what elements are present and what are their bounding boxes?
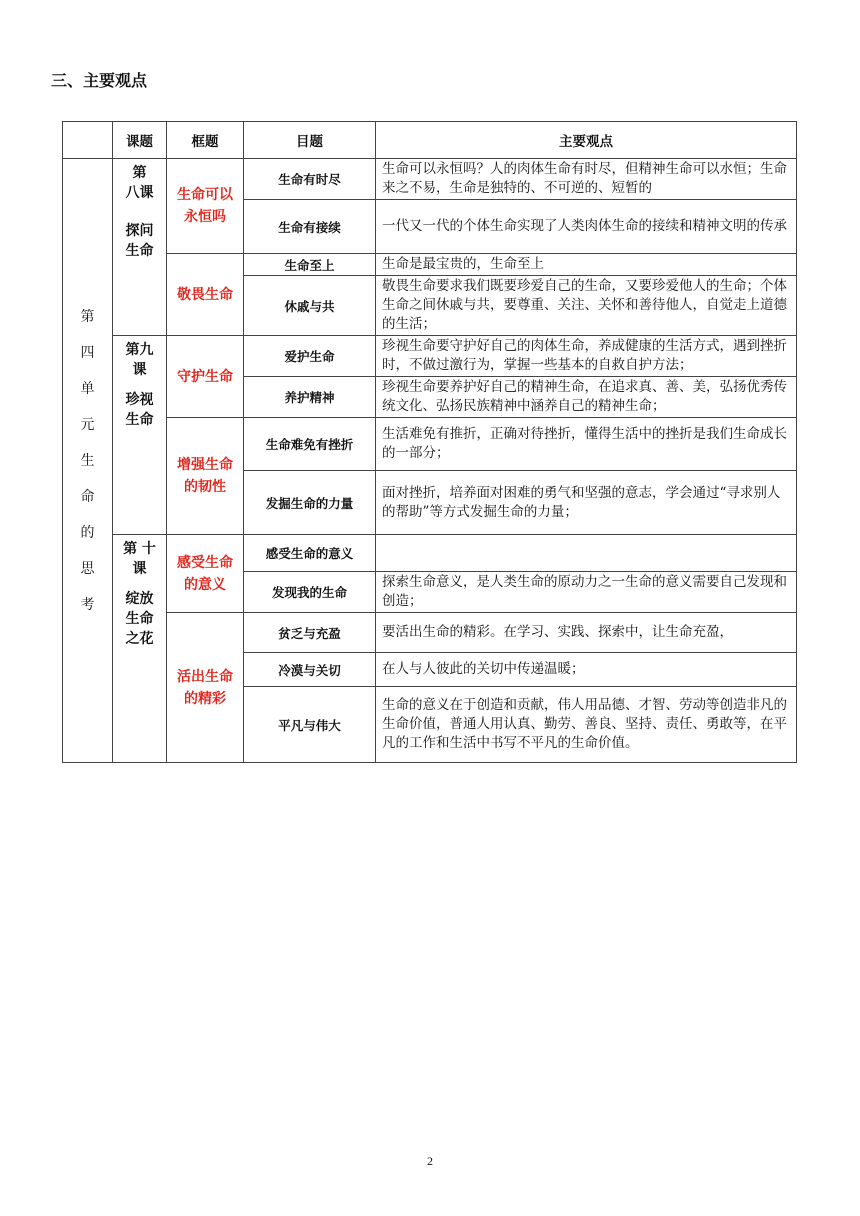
topic-cell: 发掘生命的力量 <box>244 471 376 535</box>
lesson-number: 课 <box>132 561 147 577</box>
frame-cell <box>167 613 244 763</box>
unit-cell <box>63 159 113 763</box>
unit-char: 的 <box>80 524 95 541</box>
views-table <box>62 121 797 763</box>
topic-cell: 养护精神 <box>244 377 376 418</box>
topic-cell: 平凡与伟大 <box>244 687 376 763</box>
view-cell: 生命是最宝贵的，生命至上 <box>376 254 797 276</box>
lesson-number: 第九 <box>125 342 154 358</box>
view-cell <box>376 535 797 572</box>
table-row <box>63 418 797 471</box>
topic-cell: 贫乏与充盈 <box>244 613 376 653</box>
lesson-title: 之花 <box>125 631 154 647</box>
lesson-title: 探问 <box>125 223 154 239</box>
header-cell: 课题 <box>113 122 167 159</box>
view-cell: 要活出生命的精彩。在学习、实践、探索中，让生命充盈， <box>376 613 797 653</box>
frame-label: 守护生命 <box>177 368 233 385</box>
topic-cell: 生命至上 <box>244 254 376 276</box>
frame-label: 活出生命 <box>177 668 233 685</box>
frame-label: 增强生命 <box>177 457 233 473</box>
table-row <box>63 336 797 377</box>
topic-cell: 发现我的生命 <box>244 572 376 613</box>
lesson-number: 八课 <box>125 185 154 201</box>
topic-cell: 爱护生命 <box>244 336 376 377</box>
header-cell: 框题 <box>167 122 244 159</box>
unit-char: 元 <box>80 416 95 433</box>
section-title: 三、主要观点 <box>51 71 148 90</box>
frame-label: 的韧性 <box>184 479 226 495</box>
lesson-title: 珍视 <box>125 392 154 408</box>
frame-label: 的精彩 <box>184 690 226 707</box>
view-cell: 面对挫折，培养面对困难的勇气和坚强的意志，学会通过“寻求别人的帮助”等方式发掘生命的力量； <box>376 471 797 535</box>
topic-cell: 休戚与共 <box>244 276 376 336</box>
header-cell: 主要观点 <box>376 122 797 159</box>
view-cell: 珍视生命要养护好自己的精神生命，在追求真、善、美，弘扬优秀传统文化、弘扬民族精神中涵养自己的精神生命； <box>376 377 797 418</box>
unit-char: 生 <box>80 452 95 469</box>
view-cell: 生命可以永恒吗？人的肉体生命有时尽，但精神生命可以水恒；生命来之不易，生命是独特的、不可逆的、短暂的 <box>376 159 797 200</box>
topic-cell: 生命难免有挫折 <box>244 418 376 471</box>
frame-label: 敬畏生命 <box>177 286 233 303</box>
unit-char: 四 <box>80 344 95 361</box>
view-cell: 探索生命意义，是人类生命的原动力之一生命的意义需要自己发现和创造； <box>376 572 797 613</box>
view-cell: 在人与人彼此的关切中传递温暖； <box>376 653 797 687</box>
table-row <box>63 535 797 572</box>
table-row <box>63 159 797 200</box>
view-cell: 敬畏生命要求我们既要珍爱自己的生命，又要珍爱他人的生命；个体生命之间休戚与共，要尊重、关注、关怀和善待他人，自觉走上道德的生活； <box>376 276 797 336</box>
frame-cell <box>167 418 244 535</box>
view-cell: 生活难免有推折，正确对待挫折，懂得生活中的挫折是我们生命成长的一部分； <box>376 418 797 471</box>
lesson-number: 课 <box>132 362 147 378</box>
frame-cell <box>167 159 244 254</box>
topic-cell: 生命有接续 <box>244 200 376 254</box>
table-row <box>63 254 797 276</box>
view-cell: 一代又一代的个体生命实现了人类肉体生命的接续和精神文明的传承 <box>376 200 797 254</box>
frame-label: 感受生命 <box>177 554 233 571</box>
frame-cell <box>167 254 244 336</box>
unit-char: 思 <box>80 560 95 577</box>
table-row <box>63 613 797 653</box>
unit-char: 第 <box>80 308 95 325</box>
topic-cell: 感受生命的意义 <box>244 535 376 572</box>
frame-cell <box>167 336 244 418</box>
frame-label: 永恒吗 <box>184 209 226 225</box>
lesson-number: 第 十 <box>123 541 156 557</box>
lesson-title: 生命 <box>125 412 154 428</box>
lesson-title: 生命 <box>125 243 154 259</box>
frame-cell <box>167 535 244 613</box>
page-number: 2 <box>427 1154 433 1168</box>
lesson-title: 生命 <box>125 611 154 627</box>
header-cell <box>63 122 113 159</box>
unit-char: 考 <box>80 596 95 613</box>
table-header-row <box>63 122 797 159</box>
unit-char: 命 <box>80 488 95 505</box>
lesson-cell <box>113 159 167 336</box>
lesson-number: 第 <box>132 165 147 181</box>
unit-char: 单 <box>80 380 95 397</box>
lesson-cell <box>113 336 167 535</box>
lesson-title: 绽放 <box>125 591 154 607</box>
view-cell: 珍视生命要守护好自己的肉体生命，养成健康的生活方式，遇到挫折时，不做过激行为，掌握一些基本的自救自护方法； <box>376 336 797 377</box>
view-cell: 生命的意义在于创造和贡献，伟人用品德、才智、劳动等创造非凡的生命价值，普通人用认真、勤劳、善良、坚持、责任、勇敢等，在平凡的工作和生活中书写不平凡的生命价值。 <box>376 687 797 763</box>
header-cell: 目题 <box>244 122 376 159</box>
topic-cell: 生命有时尽 <box>244 159 376 200</box>
topic-cell: 冷漠与关切 <box>244 653 376 687</box>
frame-label: 的意义 <box>184 576 226 593</box>
lesson-cell <box>113 535 167 763</box>
frame-label: 生命可以 <box>177 187 233 203</box>
